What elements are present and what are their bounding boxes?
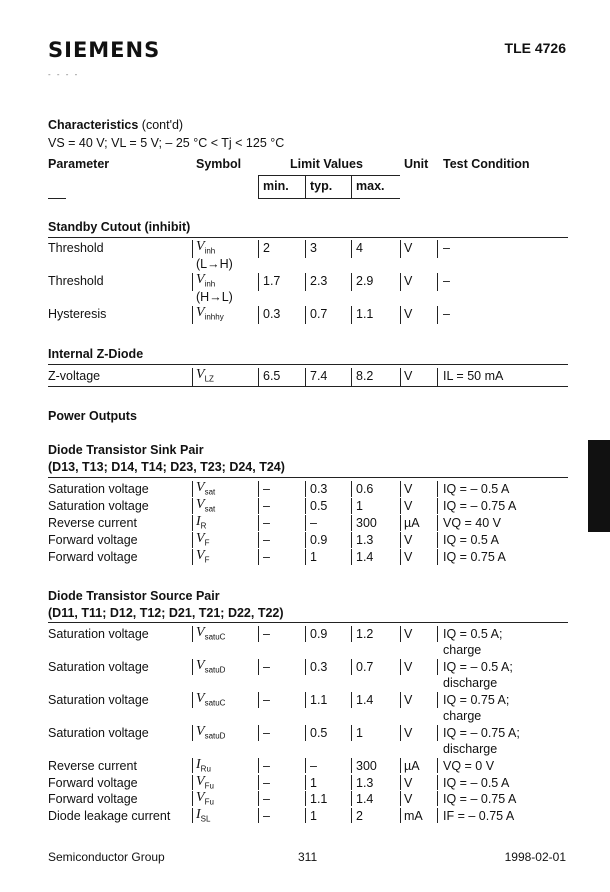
column-divider bbox=[192, 481, 193, 497]
column-divider bbox=[192, 626, 193, 642]
col-unit: Unit bbox=[404, 157, 429, 171]
symbol-letter: I bbox=[196, 514, 201, 529]
cell-unit: V bbox=[404, 627, 413, 641]
header-vline bbox=[305, 176, 306, 198]
column-divider bbox=[305, 273, 306, 291]
cell-parameter: Diode leakage current bbox=[48, 809, 171, 823]
cell-min: 2 bbox=[263, 241, 270, 255]
page-number: 311 bbox=[298, 850, 318, 864]
section-standby: Standby Cutout (inhibit) bbox=[48, 220, 191, 234]
cell-max: 1 bbox=[356, 726, 363, 740]
symbol-letter: V bbox=[196, 691, 205, 706]
column-divider bbox=[258, 808, 259, 823]
section-power-outputs: Power Outputs bbox=[48, 409, 137, 423]
cell-typ: 2.3 bbox=[310, 274, 328, 288]
cell-parameter: Hysteresis bbox=[48, 307, 107, 321]
column-divider bbox=[437, 626, 438, 642]
symbol-subscript: satuD bbox=[204, 665, 226, 675]
column-divider bbox=[305, 532, 306, 548]
cell-parameter: Saturation voltage bbox=[48, 726, 149, 740]
column-divider bbox=[437, 240, 438, 258]
symbol-subscript: inh bbox=[204, 279, 216, 289]
cell-max: 300 bbox=[356, 759, 377, 773]
symbol-subscript: Fu bbox=[204, 797, 214, 807]
symbol-letter: V bbox=[196, 480, 205, 495]
column-divider bbox=[437, 791, 438, 806]
cell-symbol bbox=[196, 497, 215, 514]
symbol-subscript: R bbox=[200, 521, 207, 531]
column-divider bbox=[400, 549, 401, 565]
footer-date: 1998-02-01 bbox=[504, 850, 566, 864]
footer-left: Semiconductor Group bbox=[48, 850, 165, 864]
cell-cond: VQ = 40 V bbox=[443, 516, 502, 530]
cell-unit: V bbox=[404, 792, 413, 806]
symbol-subscript: satuC bbox=[204, 632, 226, 642]
cell-unit: V bbox=[404, 499, 413, 513]
cell-parameter: Forward voltage bbox=[48, 776, 138, 790]
symbol-subscript: satuC bbox=[204, 698, 226, 708]
cell-symbol bbox=[196, 367, 214, 384]
cell-min: – bbox=[263, 792, 270, 806]
column-divider bbox=[400, 515, 401, 531]
cell-typ: 0.5 bbox=[310, 499, 328, 513]
cell-parameter: Forward voltage bbox=[48, 792, 138, 806]
cell-cond: IQ = – 0.5 A bbox=[443, 482, 510, 496]
cell-min: – bbox=[263, 516, 270, 530]
cell-cond2: discharge bbox=[443, 742, 498, 756]
cell-parameter: Threshold bbox=[48, 241, 104, 255]
cell-symbol bbox=[196, 724, 225, 741]
column-divider bbox=[305, 549, 306, 565]
limits-header-rule bbox=[258, 175, 400, 176]
section-rule bbox=[48, 477, 568, 478]
cell-typ: 3 bbox=[310, 241, 317, 255]
column-divider bbox=[400, 481, 401, 497]
cell-cond2: discharge bbox=[443, 676, 498, 690]
column-divider bbox=[258, 515, 259, 531]
cell-min: – bbox=[263, 627, 270, 641]
cell-min: – bbox=[263, 726, 270, 740]
column-divider bbox=[400, 808, 401, 823]
column-divider bbox=[192, 775, 193, 790]
cell-parameter: Reverse current bbox=[48, 759, 137, 773]
cell-typ: 7.4 bbox=[310, 369, 328, 383]
cell-typ: 1.1 bbox=[310, 693, 328, 707]
column-divider bbox=[437, 532, 438, 548]
cell-min: – bbox=[263, 499, 270, 513]
col-symbol: Symbol bbox=[196, 157, 242, 171]
symbol-letter: V bbox=[196, 790, 205, 805]
column-divider bbox=[258, 532, 259, 548]
column-divider bbox=[192, 659, 193, 675]
cell-min: – bbox=[263, 533, 270, 547]
column-divider bbox=[192, 515, 193, 531]
cell-parameter: Saturation voltage bbox=[48, 482, 149, 496]
symbol-subscript: F bbox=[204, 555, 210, 565]
cell-cond: – bbox=[443, 241, 450, 255]
column-divider bbox=[400, 692, 401, 708]
cell-symbol bbox=[196, 531, 209, 548]
column-divider bbox=[305, 758, 306, 773]
symbol-subscript: F bbox=[204, 538, 210, 548]
cell-cond: IL = 50 mA bbox=[443, 369, 504, 383]
cell-symbol bbox=[196, 807, 210, 824]
column-divider bbox=[400, 273, 401, 291]
section-rule bbox=[48, 364, 568, 365]
cell-min: – bbox=[263, 809, 270, 823]
cell-max: 1.4 bbox=[356, 550, 374, 564]
cell-cond: IQ = – 0.75 A; bbox=[443, 726, 520, 740]
page-title bbox=[48, 118, 183, 132]
column-divider bbox=[258, 368, 259, 386]
cell-unit: mA bbox=[404, 809, 423, 823]
cell-typ: 0.5 bbox=[310, 726, 328, 740]
cell-min: – bbox=[263, 482, 270, 496]
symbol-subscript: sat bbox=[204, 487, 216, 497]
cell-symbol bbox=[196, 658, 225, 675]
symbol-letter: V bbox=[196, 367, 205, 382]
column-divider bbox=[437, 775, 438, 790]
cell-max: 4 bbox=[356, 241, 363, 255]
cell-typ: 0.3 bbox=[310, 660, 328, 674]
symbol-subscript: SL bbox=[200, 814, 211, 824]
section-source-sub: (D11, T11; D12, T12; D21, T21; D22, T22) bbox=[48, 606, 284, 620]
cell-symbol bbox=[196, 514, 206, 531]
cell-cond: IQ = – 0.75 A bbox=[443, 499, 517, 513]
cell-symbol bbox=[196, 239, 215, 256]
column-divider bbox=[400, 498, 401, 514]
cell-max: 2.9 bbox=[356, 274, 374, 288]
symbol-letter: I bbox=[196, 807, 201, 822]
column-divider bbox=[400, 775, 401, 790]
column-divider bbox=[258, 498, 259, 514]
header-dash bbox=[48, 198, 66, 199]
cell-unit: V bbox=[404, 369, 413, 383]
cell-cond: IQ = 0.5 A bbox=[443, 533, 499, 547]
cell-symbol-note: (L→H) bbox=[196, 257, 233, 271]
cell-max: 0.6 bbox=[356, 482, 374, 496]
section-rule bbox=[48, 622, 568, 623]
col-limit-values: Limit Values bbox=[290, 157, 363, 171]
column-divider bbox=[400, 240, 401, 258]
cell-max: 2 bbox=[356, 809, 363, 823]
column-divider bbox=[437, 692, 438, 708]
cell-typ: – bbox=[310, 516, 317, 530]
part-number: TLE 4726 bbox=[504, 40, 566, 56]
column-divider bbox=[305, 481, 306, 497]
cell-min: 0.3 bbox=[263, 307, 281, 321]
column-divider bbox=[258, 791, 259, 806]
cell-typ: 1 bbox=[310, 809, 317, 823]
column-divider bbox=[305, 626, 306, 642]
cell-typ: 0.9 bbox=[310, 533, 328, 547]
column-divider bbox=[192, 368, 193, 386]
symbol-letter: V bbox=[196, 497, 205, 512]
column-divider bbox=[305, 306, 306, 324]
cell-min: – bbox=[263, 776, 270, 790]
section-sink: Diode Transistor Sink Pair bbox=[48, 443, 204, 457]
symbol-subscript: LZ bbox=[204, 374, 214, 384]
column-divider bbox=[192, 532, 193, 548]
cell-unit: V bbox=[404, 274, 413, 288]
cell-symbol bbox=[196, 625, 225, 642]
cell-unit: V bbox=[404, 307, 413, 321]
symbol-letter: V bbox=[196, 272, 205, 287]
cell-cond: VQ = 0 V bbox=[443, 759, 495, 773]
column-divider bbox=[437, 725, 438, 741]
column-divider bbox=[258, 549, 259, 565]
cell-cond: – bbox=[443, 274, 450, 288]
column-divider bbox=[192, 240, 193, 258]
column-divider bbox=[258, 659, 259, 675]
cell-typ: – bbox=[310, 759, 317, 773]
cell-unit: V bbox=[404, 776, 413, 790]
col-max: max. bbox=[356, 179, 385, 193]
column-divider bbox=[351, 775, 352, 790]
column-divider bbox=[258, 626, 259, 642]
column-divider bbox=[351, 659, 352, 675]
header-specks: - - - - bbox=[48, 70, 80, 79]
symbol-letter: V bbox=[196, 658, 205, 673]
column-divider bbox=[400, 626, 401, 642]
col-typ: typ. bbox=[310, 179, 333, 193]
symbol-letter: V bbox=[196, 548, 205, 563]
column-divider bbox=[437, 368, 438, 386]
cell-parameter: Z-voltage bbox=[48, 369, 101, 383]
cell-unit: V bbox=[404, 241, 413, 255]
column-divider bbox=[258, 692, 259, 708]
cell-cond: IQ = 0.5 A; bbox=[443, 627, 503, 641]
cell-unit: µA bbox=[404, 759, 420, 773]
symbol-letter: V bbox=[196, 774, 205, 789]
cell-symbol-note: (H→L) bbox=[196, 290, 233, 304]
column-divider bbox=[437, 306, 438, 324]
column-divider bbox=[351, 725, 352, 741]
cell-symbol bbox=[196, 480, 215, 497]
column-divider bbox=[258, 306, 259, 324]
column-divider bbox=[351, 498, 352, 514]
column-divider bbox=[351, 626, 352, 642]
test-conditions: VS = 40 V; VL = 5 V; – 25 °C < Tj < 125 °C bbox=[48, 136, 285, 150]
cell-unit: V bbox=[404, 533, 413, 547]
column-divider bbox=[351, 791, 352, 806]
cell-symbol bbox=[196, 790, 214, 807]
section-rule bbox=[48, 237, 568, 238]
cell-min: 6.5 bbox=[263, 369, 281, 383]
cell-max: 1.1 bbox=[356, 307, 374, 321]
symbol-letter: V bbox=[196, 305, 205, 320]
column-divider bbox=[258, 240, 259, 258]
column-divider bbox=[351, 808, 352, 823]
column-divider bbox=[400, 368, 401, 386]
column-divider bbox=[305, 808, 306, 823]
cell-max: 1.4 bbox=[356, 792, 374, 806]
symbol-subscript: inh bbox=[204, 246, 216, 256]
cell-typ: 1 bbox=[310, 776, 317, 790]
symbol-subscript: Ru bbox=[200, 764, 211, 774]
column-divider bbox=[305, 368, 306, 386]
column-divider bbox=[351, 481, 352, 497]
column-divider bbox=[437, 273, 438, 291]
cell-unit: V bbox=[404, 726, 413, 740]
cell-cond2: charge bbox=[443, 643, 482, 657]
cell-symbol bbox=[196, 548, 209, 565]
column-divider bbox=[437, 498, 438, 514]
cell-unit: V bbox=[404, 550, 413, 564]
column-divider bbox=[192, 273, 193, 291]
section-source: Diode Transistor Source Pair bbox=[48, 589, 220, 603]
column-divider bbox=[192, 758, 193, 773]
cell-cond: IQ = – 0.5 A bbox=[443, 776, 510, 790]
cell-symbol bbox=[196, 757, 211, 774]
symbol-letter: V bbox=[196, 531, 205, 546]
column-divider bbox=[192, 498, 193, 514]
column-divider bbox=[437, 659, 438, 675]
cell-max: 1.3 bbox=[356, 533, 374, 547]
column-divider bbox=[437, 515, 438, 531]
cell-symbol bbox=[196, 305, 224, 322]
cell-max: 0.7 bbox=[356, 660, 374, 674]
column-divider bbox=[400, 659, 401, 675]
cell-max: 1.3 bbox=[356, 776, 374, 790]
column-divider bbox=[192, 791, 193, 806]
col-parameter: Parameter bbox=[48, 157, 110, 171]
column-divider bbox=[437, 758, 438, 773]
column-divider bbox=[192, 725, 193, 741]
cell-parameter: Saturation voltage bbox=[48, 660, 149, 674]
col-test-condition: Test Condition bbox=[443, 157, 530, 171]
cell-max: 1 bbox=[356, 499, 363, 513]
column-divider bbox=[192, 306, 193, 324]
header-vline bbox=[351, 176, 352, 198]
cell-cond: IQ = – 0.5 A; bbox=[443, 660, 513, 674]
cell-cond2: charge bbox=[443, 709, 482, 723]
cell-cond: – bbox=[443, 307, 450, 321]
title-normal: (cont'd) bbox=[138, 118, 184, 132]
cell-cond: IF = – 0.75 A bbox=[443, 809, 515, 823]
cell-min: – bbox=[263, 550, 270, 564]
cell-symbol bbox=[196, 774, 214, 791]
cell-min: – bbox=[263, 759, 270, 773]
section-zdiode: Internal Z-Diode bbox=[48, 347, 144, 361]
cell-parameter: Saturation voltage bbox=[48, 499, 149, 513]
cell-cond: IQ = – 0.75 A bbox=[443, 792, 517, 806]
cell-parameter: Forward voltage bbox=[48, 533, 138, 547]
column-divider bbox=[351, 240, 352, 258]
column-divider bbox=[305, 515, 306, 531]
section-rule bbox=[48, 386, 568, 387]
cell-unit: V bbox=[404, 660, 413, 674]
cell-typ: 0.7 bbox=[310, 307, 328, 321]
cell-max: 8.2 bbox=[356, 369, 374, 383]
column-divider bbox=[305, 692, 306, 708]
cell-min: 1.7 bbox=[263, 274, 281, 288]
symbol-letter: V bbox=[196, 724, 205, 739]
cell-symbol bbox=[196, 691, 225, 708]
header-rule bbox=[258, 198, 400, 199]
cell-cond: IQ = 0.75 A bbox=[443, 550, 506, 564]
cell-parameter: Threshold bbox=[48, 274, 104, 288]
cell-unit: V bbox=[404, 693, 413, 707]
column-divider bbox=[305, 659, 306, 675]
cell-parameter: Saturation voltage bbox=[48, 627, 149, 641]
symbol-letter: I bbox=[196, 757, 201, 772]
col-min: min. bbox=[263, 179, 289, 193]
column-divider bbox=[400, 532, 401, 548]
column-divider bbox=[437, 481, 438, 497]
column-divider bbox=[192, 692, 193, 708]
cell-parameter: Reverse current bbox=[48, 516, 137, 530]
column-divider bbox=[258, 725, 259, 741]
cell-parameter: Saturation voltage bbox=[48, 693, 149, 707]
cell-unit: µA bbox=[404, 516, 420, 530]
column-divider bbox=[305, 775, 306, 790]
column-divider bbox=[437, 549, 438, 565]
column-divider bbox=[400, 306, 401, 324]
column-divider bbox=[305, 725, 306, 741]
column-divider bbox=[400, 791, 401, 806]
cell-max: 300 bbox=[356, 516, 377, 530]
symbol-letter: V bbox=[196, 625, 205, 640]
column-divider bbox=[305, 498, 306, 514]
section-sink-sub: (D13, T13; D14, T14; D23, T23; D24, T24) bbox=[48, 460, 285, 474]
symbol-subscript: inhhy bbox=[204, 312, 224, 322]
column-divider bbox=[351, 306, 352, 324]
cell-typ: 1 bbox=[310, 550, 317, 564]
column-divider bbox=[305, 791, 306, 806]
column-divider bbox=[351, 758, 352, 773]
column-divider bbox=[305, 240, 306, 258]
cell-parameter: Forward voltage bbox=[48, 550, 138, 564]
column-divider bbox=[351, 515, 352, 531]
column-divider bbox=[351, 549, 352, 565]
column-divider bbox=[400, 725, 401, 741]
column-divider bbox=[258, 273, 259, 291]
cell-cond: IQ = 0.75 A; bbox=[443, 693, 510, 707]
symbol-subscript: Fu bbox=[204, 781, 214, 791]
column-divider bbox=[258, 758, 259, 773]
column-divider bbox=[437, 808, 438, 823]
chapter-tab-marker bbox=[588, 440, 610, 532]
cell-typ: 0.3 bbox=[310, 482, 328, 496]
symbol-letter: V bbox=[196, 239, 205, 254]
cell-min: – bbox=[263, 693, 270, 707]
column-divider bbox=[258, 775, 259, 790]
column-divider bbox=[351, 532, 352, 548]
header-vline bbox=[258, 176, 259, 198]
column-divider bbox=[351, 368, 352, 386]
title-bold: Characteristics bbox=[48, 118, 139, 132]
column-divider bbox=[400, 758, 401, 773]
column-divider bbox=[192, 549, 193, 565]
symbol-subscript: satuD bbox=[204, 731, 226, 741]
symbol-subscript: sat bbox=[204, 504, 216, 514]
cell-min: – bbox=[263, 660, 270, 674]
cell-max: 1.2 bbox=[356, 627, 374, 641]
column-divider bbox=[192, 808, 193, 823]
column-divider bbox=[351, 273, 352, 291]
cell-symbol bbox=[196, 272, 215, 289]
column-divider bbox=[258, 481, 259, 497]
siemens-logo: SIEMENS bbox=[48, 38, 161, 62]
column-divider bbox=[351, 692, 352, 708]
cell-max: 1.4 bbox=[356, 693, 374, 707]
cell-typ: 0.9 bbox=[310, 627, 328, 641]
cell-typ: 1.1 bbox=[310, 792, 328, 806]
cell-unit: V bbox=[404, 482, 413, 496]
